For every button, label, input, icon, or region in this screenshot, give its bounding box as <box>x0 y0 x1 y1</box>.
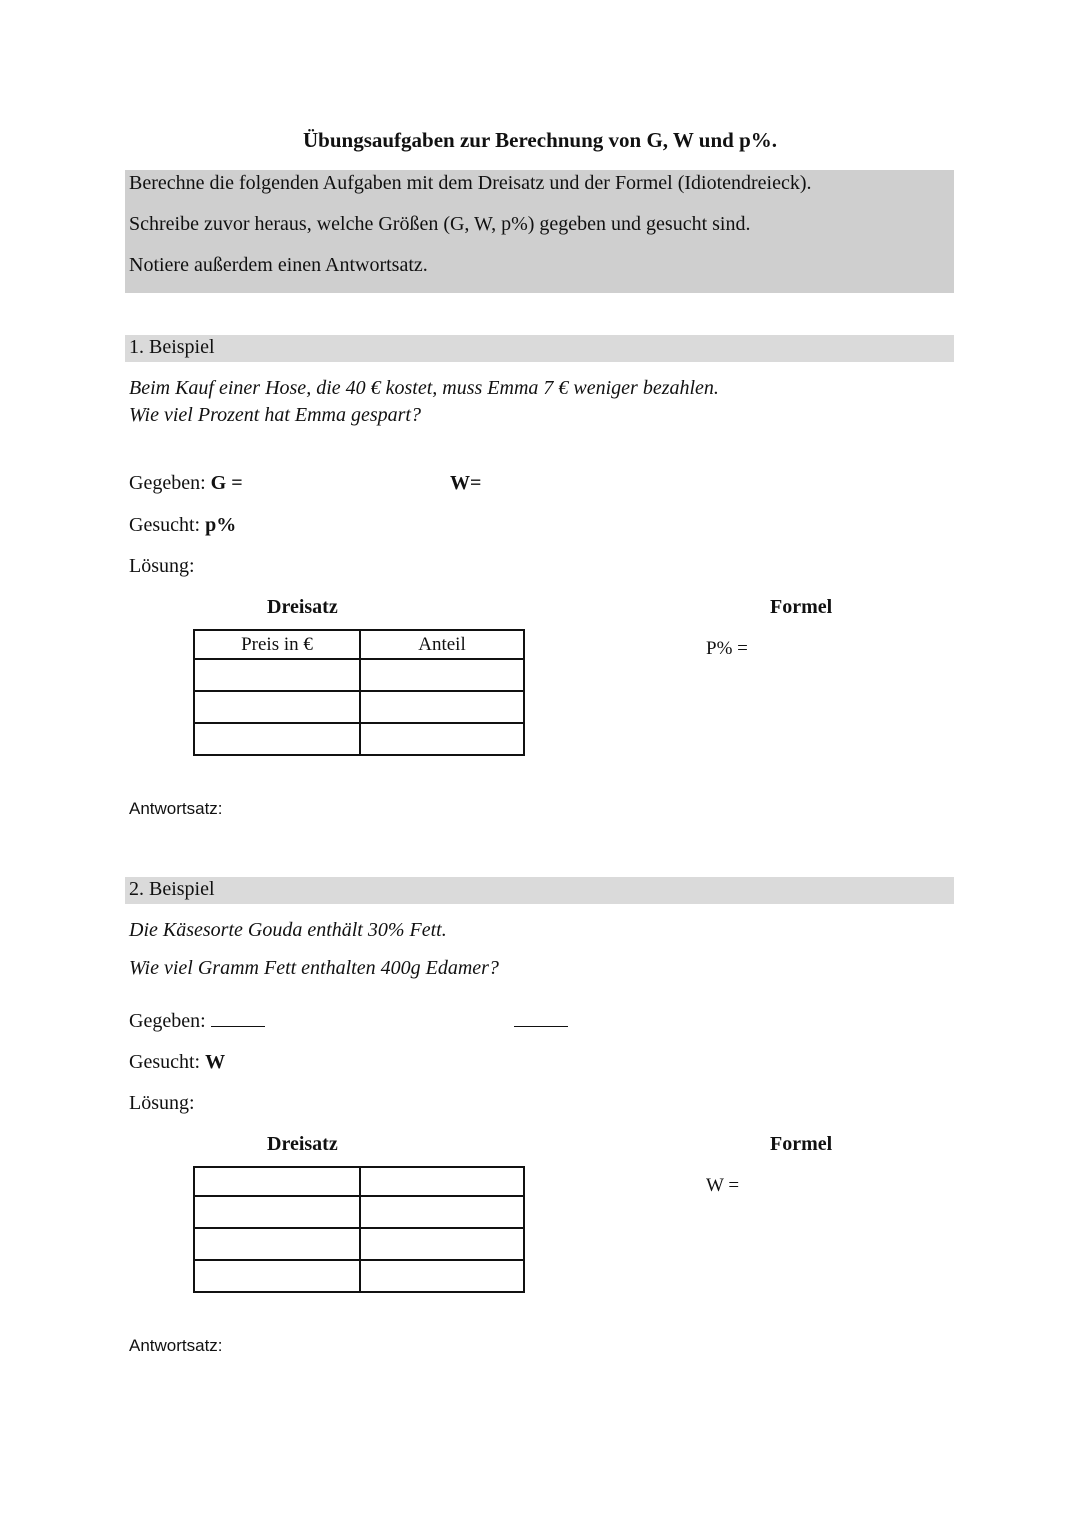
example2-sought-label: Gesucht: <box>129 1051 201 1073</box>
example2-given-second <box>514 1010 568 1033</box>
table-cell[interactable] <box>360 1196 524 1228</box>
example1-table-header-price: Preis in € <box>194 630 360 659</box>
example1-task-line2: Wie viel Prozent hat Emma gespart? <box>129 404 421 426</box>
example1-given-g: G = <box>210 472 243 494</box>
instruction-line-2: Schreibe zuvor heraus, welche Größen (G, W, p%) gegeben und gesucht sind. <box>129 213 751 235</box>
table-cell[interactable] <box>360 659 524 691</box>
instruction-line-1: Berechne die folgenden Aufgaben mit dem Dreisatz und der Formel (Idiotendreieck). <box>129 172 812 194</box>
example1-dreisatz-table <box>193 629 525 756</box>
example2-given <box>129 1010 265 1033</box>
example1-sought-value: p% <box>205 514 237 536</box>
example2-dreisatz-heading: Dreisatz <box>267 1133 338 1155</box>
table-row <box>194 1167 524 1196</box>
table-cell[interactable] <box>360 1260 524 1292</box>
example1-formula: P% = <box>706 638 748 659</box>
example2-dreisatz-table <box>193 1166 525 1293</box>
page-title: Übungsaufgaben zur Berechnung von G, W und p%. <box>302 128 778 152</box>
table-cell[interactable] <box>194 1260 360 1292</box>
table-cell[interactable] <box>194 723 360 755</box>
example1-answer-label: Antwortsatz: <box>129 799 223 818</box>
example2-task-line2: Wie viel Gramm Fett enthalten 400g Edamer? <box>129 957 499 979</box>
example2-header-bar <box>125 877 954 904</box>
table-cell[interactable] <box>360 723 524 755</box>
example2-sought <box>129 1051 225 1074</box>
example1-sought-label: Gesucht: <box>129 514 201 536</box>
table-row <box>194 659 524 691</box>
example2-answer-label: Antwortsatz: <box>129 1336 223 1355</box>
table-row <box>194 1228 524 1260</box>
table-row <box>194 630 524 659</box>
table-row <box>194 1260 524 1292</box>
table-row <box>194 723 524 755</box>
table-cell[interactable] <box>360 1167 524 1196</box>
example2-task-line1: Die Käsesorte Gouda enthält 30% Fett. <box>129 919 447 941</box>
table-cell[interactable] <box>194 1167 360 1196</box>
table-cell[interactable] <box>194 691 360 723</box>
example2-sought-value: W <box>205 1051 226 1073</box>
example2-given-label: Gegeben: <box>129 1010 206 1032</box>
example2-solution-label: Lösung: <box>129 1092 195 1114</box>
example2-formula: W = <box>706 1175 740 1196</box>
example2-formel-heading: Formel <box>770 1133 833 1155</box>
example1-dreisatz-heading: Dreisatz <box>267 596 338 618</box>
example1-solution-label: Lösung: <box>129 555 195 577</box>
table-cell[interactable] <box>360 1228 524 1260</box>
example1-sought <box>129 514 236 537</box>
example2-label: 2. Beispiel <box>129 878 215 900</box>
instruction-line-3: Notiere außerdem einen Antwortsatz. <box>129 254 428 276</box>
table-cell[interactable] <box>194 1196 360 1228</box>
example1-header-bar <box>125 335 954 362</box>
table-row <box>194 1196 524 1228</box>
example2-given-blank-2[interactable] <box>514 1025 568 1027</box>
table-cell[interactable] <box>360 691 524 723</box>
example1-given-w: W= <box>450 472 482 494</box>
example1-given <box>129 472 243 495</box>
example2-given-blank-1[interactable] <box>211 1025 265 1027</box>
table-row <box>194 691 524 723</box>
example1-table-header-share: Anteil <box>360 630 524 659</box>
example1-task-line1: Beim Kauf einer Hose, die 40 € kostet, muss Emma 7 € weniger bezahlen. <box>129 377 719 399</box>
example1-label: 1. Beispiel <box>129 336 215 358</box>
example1-given-label: Gegeben: <box>129 472 206 494</box>
table-cell[interactable] <box>194 1228 360 1260</box>
example1-formel-heading: Formel <box>770 596 833 618</box>
table-cell[interactable] <box>194 659 360 691</box>
